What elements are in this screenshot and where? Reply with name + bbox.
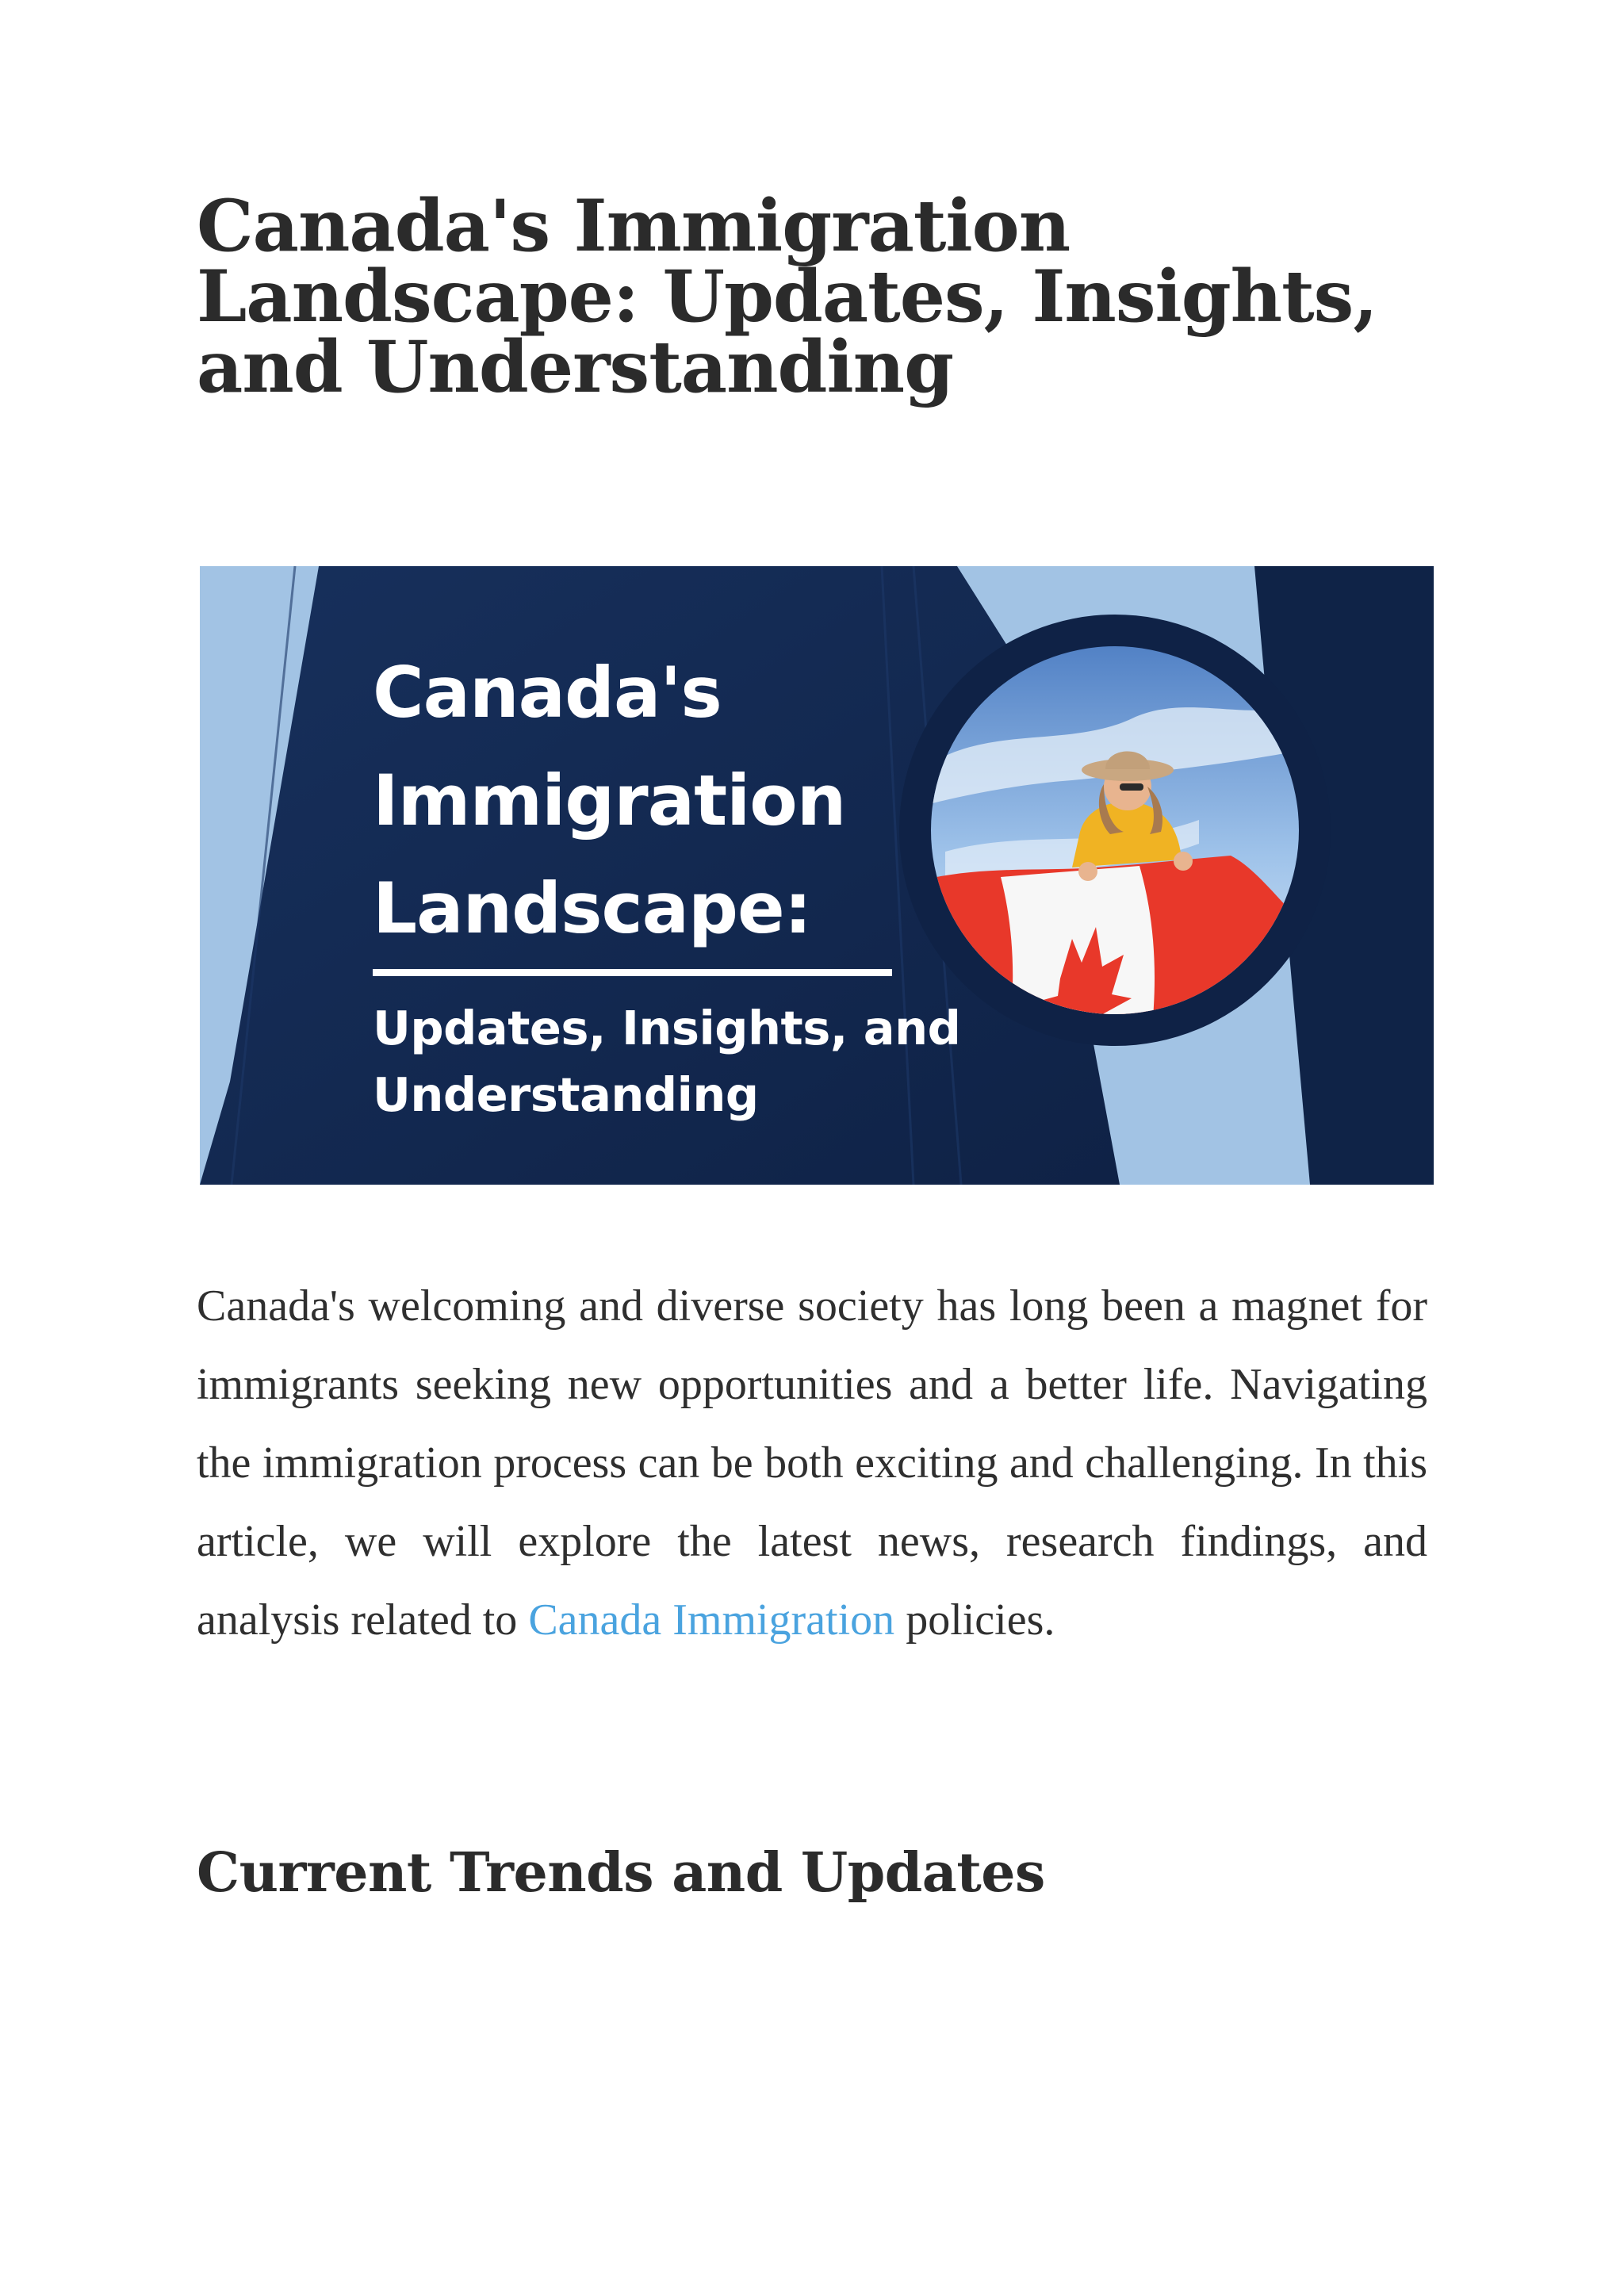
banner-heading-line: Immigration bbox=[373, 760, 846, 841]
section-heading: Current Trends and Updates bbox=[197, 1841, 1045, 1905]
canada-immigration-link[interactable]: Canada Immigration bbox=[528, 1595, 895, 1645]
banner-heading bbox=[373, 639, 960, 963]
banner-heading-line: Canada's bbox=[373, 652, 722, 733]
article-title-line: Landscape: Updates, Insights, bbox=[197, 255, 1377, 339]
intro-text: Canada's welcoming and diverse society has long been a magnet for immigrants seeking new opportunities and a better life. Navigating the immigration process can be both exciting and challenging. In this article, we will explore the latest news, research findings, and analysis related to bbox=[197, 1281, 1427, 1645]
article-title-line: and Understanding bbox=[197, 325, 954, 409]
article-title-line: Canada's Immigration bbox=[197, 184, 1071, 268]
intro-paragraph bbox=[197, 1267, 1427, 1660]
intro-text-end: policies. bbox=[894, 1595, 1055, 1645]
banner-subheading-line: Updates, Insights, and bbox=[373, 1001, 961, 1055]
banner-subheading bbox=[373, 995, 960, 1128]
banner-subheading-line: Understanding bbox=[373, 1067, 759, 1122]
banner-heading-line: Landscape: bbox=[373, 867, 811, 949]
hero-banner-image bbox=[200, 566, 1434, 1185]
article-title bbox=[197, 184, 1434, 409]
banner-text-block bbox=[373, 639, 960, 1128]
banner-divider bbox=[373, 969, 892, 976]
